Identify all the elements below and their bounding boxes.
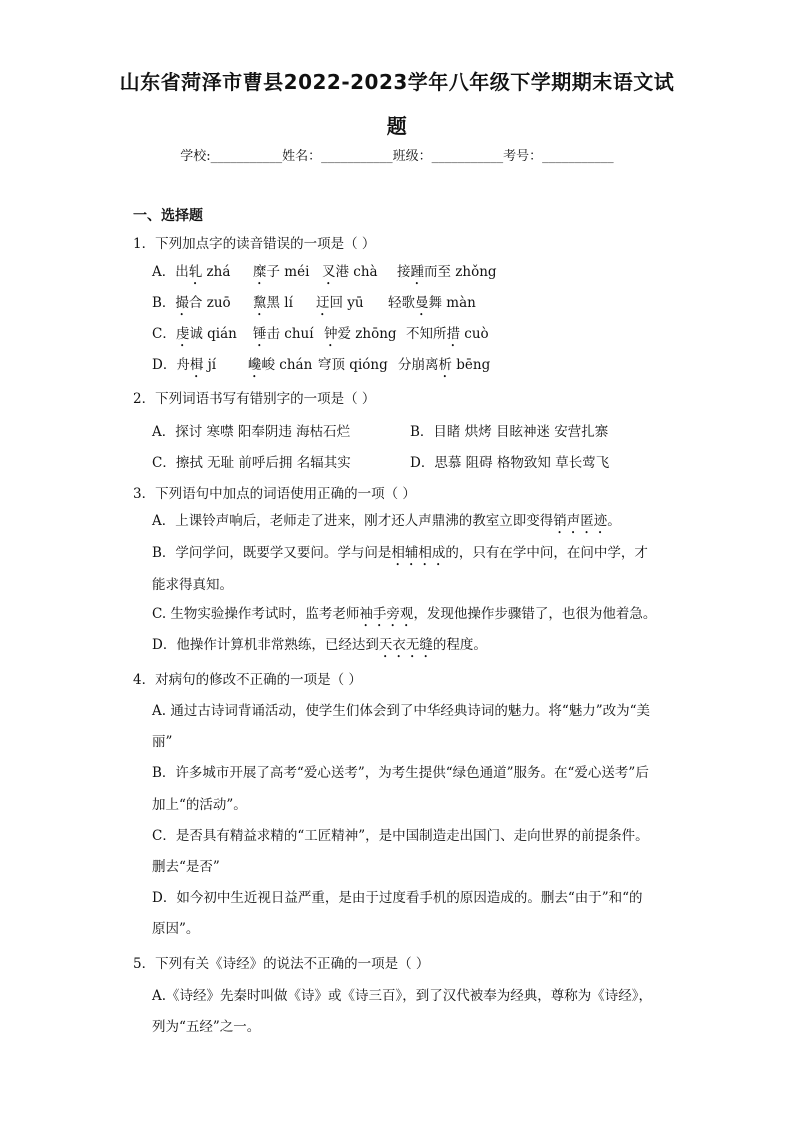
- question-2-option-d: D．思慕 阻碍 格物致知 草长莺飞: [410, 455, 610, 471]
- question-4-option-d: D．如今初中生近视日益严重，是由于过度看手机的原因造成的。删去“由于”和“的: [152, 890, 643, 906]
- question-4-option-c-cont: 删去“是否”: [152, 859, 220, 875]
- question-4-option-d-cont: 原因”。: [152, 921, 200, 937]
- question-3-option-b: B．学问学问，既要学又要问。学与问是相辅相成的，只有在学中问，在问中学，才: [152, 545, 648, 561]
- question-2-option-a: A．探讨 寒噤 阳奉阴违 海枯石烂: [152, 424, 351, 440]
- page-title-line1: 山东省菏泽市曹县2022-2023学年八年级下学期期末语文试: [119, 70, 675, 94]
- student-info-fields: 学校:___________姓名：___________班级：___________考号：___________: [180, 149, 614, 164]
- question-4-option-c: C．是否具有精益求精的“工匠精神”，是中国制造走出国门、走向世界的前提条件。: [152, 828, 649, 844]
- question-3-option-c: C. 生物实验操作考试时，监考老师袖手旁观，发现他操作步骤错了，也很为他着急。: [152, 606, 657, 622]
- question-4-option-b: B．许多城市开展了高考“爱心送考”，为考生提供“绿色通道”服务。在“爱心送考”后: [152, 765, 649, 781]
- question-4-option-a: A. 通过古诗词背诵活动，使学生们体会到了中华经典诗词的魅力。将“魅力”改为“美: [152, 703, 651, 719]
- question-2-option-b: B．目睹 烘烤 目眩神迷 安营扎寨: [410, 424, 609, 440]
- question-5-option-a-cont: 列为“五经”之一。: [152, 1019, 261, 1035]
- question-4-stem: 4．对病句的修改不正确的一项是（ ）: [133, 672, 362, 688]
- question-5-stem: 5．下列有关《诗经》的说法不正确的一项是（ ）: [133, 956, 430, 972]
- question-1-stem: 1．下列加点字的读音错误的一项是（ ）: [133, 236, 376, 252]
- question-5-option-a: A.《诗经》先秦时叫做《诗》或《诗三百》，到了汉代被奉为经典，尊称为《诗经》，: [152, 988, 653, 1004]
- question-4-option-b-cont: 加上“的活动”。: [152, 797, 247, 813]
- section-heading: 一、选择题: [133, 208, 203, 224]
- question-3-stem: 3．下列语句中加点的词语使用正确的一项（ ）: [133, 486, 416, 502]
- question-2-option-c: C．擦拭 无耻 前呼后拥 名辐其实: [152, 455, 351, 471]
- question-2-stem: 2．下列词语书写有错别字的一项是（ ）: [133, 391, 376, 407]
- page-title-line2: 题: [386, 114, 408, 138]
- question-3-option-d: D．他操作计算机非常熟练，已经达到天衣无缝的程度。: [152, 637, 487, 653]
- question-3-option-a: A．上课铃声响后，老师走了进来，刚才还人声鼎沸的教室立即变得销声匿迹。: [152, 513, 621, 529]
- question-4-option-a-cont: 丽”: [152, 734, 173, 750]
- question-3-option-b-cont: 能求得真知。: [152, 577, 233, 593]
